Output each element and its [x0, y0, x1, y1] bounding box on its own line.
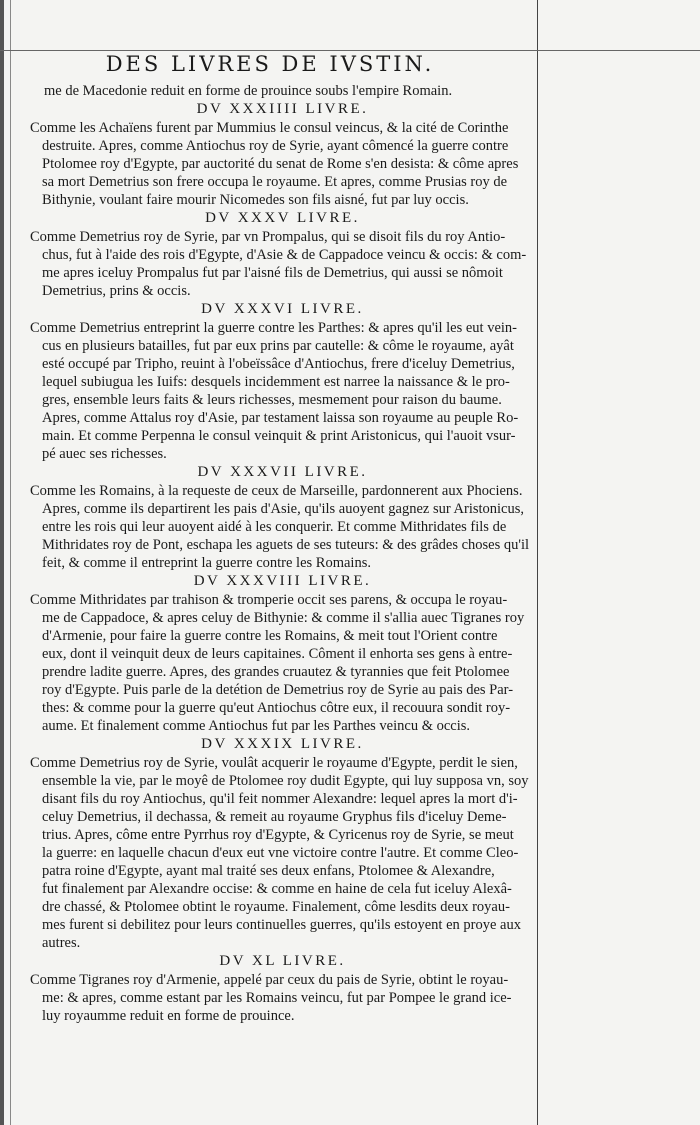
text-line: Comme les Achaïens furent par Mummius le consul veincus, & la cité de Corinthe: [30, 120, 509, 136]
text-line: Comme Tigranes roy d'Armenie, appelé par ceux du pais de Syrie, obtint le royau-: [30, 972, 509, 988]
book-summary: [30, 591, 535, 735]
page-fold-line: [537, 0, 538, 1125]
book-summary: [30, 319, 535, 463]
text-line: roy d'Egypte. Puis parle de la detétion de Demetrius roy de Syrie au pais des Par-: [42, 682, 514, 698]
text-line: dre chassé, & Ptolomee obtint le royaume. Finalement, côme lesdits deux royau-: [42, 899, 510, 915]
text-line: esté occupé par Tripho, reuint à l'obeïssâce d'Antiochus, frere d'iceluy Demetrius,: [42, 356, 515, 372]
text-line: Comme Demetrius roy de Syrie, voulât acquerir le royaume d'Egypte, perdit le sien,: [30, 755, 518, 771]
book-summary: [30, 119, 535, 209]
text-line: Mithridates roy de Pont, eschapa les aguets de ses tuteurs: & des grâdes choses qu'il: [42, 537, 530, 553]
book-summary: [30, 228, 535, 300]
text-line: sa mort Demetrius son frere occupa le royaume. Et apres, comme Prusias roy de: [42, 174, 508, 190]
text-line: thes: & comme pour la guerre qu'eut Antiochus côtre eux, il recouura sondit roy-: [42, 700, 511, 716]
book-heading: DV XXXIIII LIVRE.: [196, 101, 369, 117]
book-heading: DV XXXVII LIVRE.: [197, 464, 368, 480]
page-edge-shadow: [0, 0, 4, 1125]
text-line: Demetrius, prins & occis.: [42, 283, 191, 299]
text-line: chus, fut à l'aide des rois d'Egypte, d'Asie & de Cappadoce veincu & occis: & com-: [42, 247, 527, 263]
text-line: autres.: [42, 935, 81, 951]
text-line: luy royaumme reduit en forme de prouince.: [42, 1008, 295, 1024]
text-line: ensemble la vie, par le moyê de Ptolomee roy dudit Egypte, qui luy supposa vn, soy: [42, 773, 529, 789]
text-line: gres, ensemble leurs faits & leurs richesses, mesmement pour raison du baume.: [42, 392, 502, 408]
text-line: main. Et comme Perpenna le consul veinquit & print Aristonicus, qui l'auoit vsur-: [42, 428, 516, 444]
text-line: me de Cappadoce, & apres celuy de Bithynie: & comme il s'allia auec Tigranes roy: [42, 610, 525, 626]
text-line: prendre ladite guerre. Apres, des grandes cruautez & tyrannies que feit Ptolomee: [42, 664, 510, 680]
text-line: trius. Apres, côme entre Pyrrhus roy d'Egypte, & Cyricenus roy de Syrie, se meut: [42, 827, 514, 843]
text-line: disant fils du roy Antiochus, qu'il feit nommer Alexandre: lequel apres la mort d'i-: [42, 791, 518, 807]
book-heading: DV XXXVIII LIVRE.: [193, 573, 372, 589]
text-line: Apres, comme Attalus roy d'Asie, par testament laissa son royaume au peuple Ro-: [42, 410, 519, 426]
text-line: me: & apres, comme estant par les Romains veincu, fut par Pompee le grand ice-: [42, 990, 512, 1006]
text-line: la guerre: en laquelle chacun d'eux eut vne victoire contre l'autre. Et comme Cleo-: [42, 845, 519, 861]
text-line: fut finalement par Alexandre occise: & comme en haine de cela fut iceluy Alexâ-: [42, 881, 512, 897]
book-heading: DV XXXVI LIVRE.: [201, 301, 364, 317]
text-line: Comme Demetrius entreprint la guerre contre les Parthes: & apres qu'il les eut vein-: [30, 320, 518, 336]
header-rule: [0, 50, 700, 51]
text-line: eux, dont il veinquit deux de leurs capitaines. Côment il enhorta ses gens à entre-: [42, 646, 513, 662]
text-block: [30, 82, 535, 1025]
text-line: pé auec ses richesses.: [42, 446, 167, 462]
text-line: Bithynie, voulant faire mourir Nicomedes son fils aisné, fut par luy occis.: [42, 192, 469, 208]
book-summary: [30, 971, 535, 1025]
text-line: Apres, comme ils departirent les pais d'Asie, qu'ils auoyent gagnez sur Aristonicus,: [42, 501, 525, 517]
text-line: feit, & comme il entreprint la guerre contre les Romains.: [42, 555, 371, 571]
book-summary: [30, 754, 535, 952]
book-heading: DV XL LIVRE.: [219, 953, 346, 969]
book-summaries: [30, 101, 535, 1025]
text-line: lequel subiugua les Iuifs: desquels incidemment est narree la naissance & le pro-: [42, 374, 510, 390]
text-line: Comme Demetrius roy de Syrie, par vn Prompalus, qui se disoit fils du roy Antio-: [30, 229, 506, 245]
text-line: cus en plusieurs batailles, fut par eux prins par cautelle: & côme le royaume, ayât: [42, 338, 514, 354]
book-heading: DV XXXIX LIVRE.: [201, 736, 364, 752]
text-line: aume. Et finalement comme Antiochus fut par les Parthes veincu & occis.: [42, 718, 471, 734]
text-line: celuy Demetrius, il dechassa, & remeit au royaume Gryphus fils d'iceluy Deme-: [42, 809, 507, 825]
text-line: destruite. Apres, comme Antiochus roy de Syrie, ayant cômencé la guerre contre: [42, 138, 509, 154]
text-line: Comme Mithridates par trahison & tromperie occit ses parens, & occupa le royau-: [30, 592, 508, 608]
running-head: DES LIVRES DE IVSTIN.: [105, 52, 435, 76]
intro-line: me de Macedonie reduit en forme de prouince soubs l'empire Romain.: [44, 83, 453, 99]
book-summary: [30, 482, 535, 572]
text-line: d'Armenie, pour faire la guerre contre les Romains, & meit tout l'Orient contre: [42, 628, 498, 644]
text-line: entre les rois qui leur auoyent aidé à les conquerir. Et comme Mithridates fils de: [42, 519, 507, 535]
book-heading: DV XXXV LIVRE.: [205, 210, 360, 226]
text-line: me apres iceluy Prompalus fut par l'aisné fils de Demetrius, qui aussi se nômoit: [42, 265, 503, 281]
text-line: patra roine d'Egypte, ayant mal traité ses deux enfans, Ptolomee & Alexandre,: [42, 863, 495, 879]
text-line: mes furent si debilitez pour leurs continuelles guerres, qu'ils estoyent en proye aux: [42, 917, 521, 933]
text-line: Ptolomee roy d'Egypte, par auctorité du senat de Rome s'en desista: & côme apres: [42, 156, 519, 172]
text-line: Comme les Romains, à la requeste de ceux de Marseille, pardonnerent aux Phociens.: [30, 483, 523, 499]
page-margin-line: [10, 0, 11, 1125]
